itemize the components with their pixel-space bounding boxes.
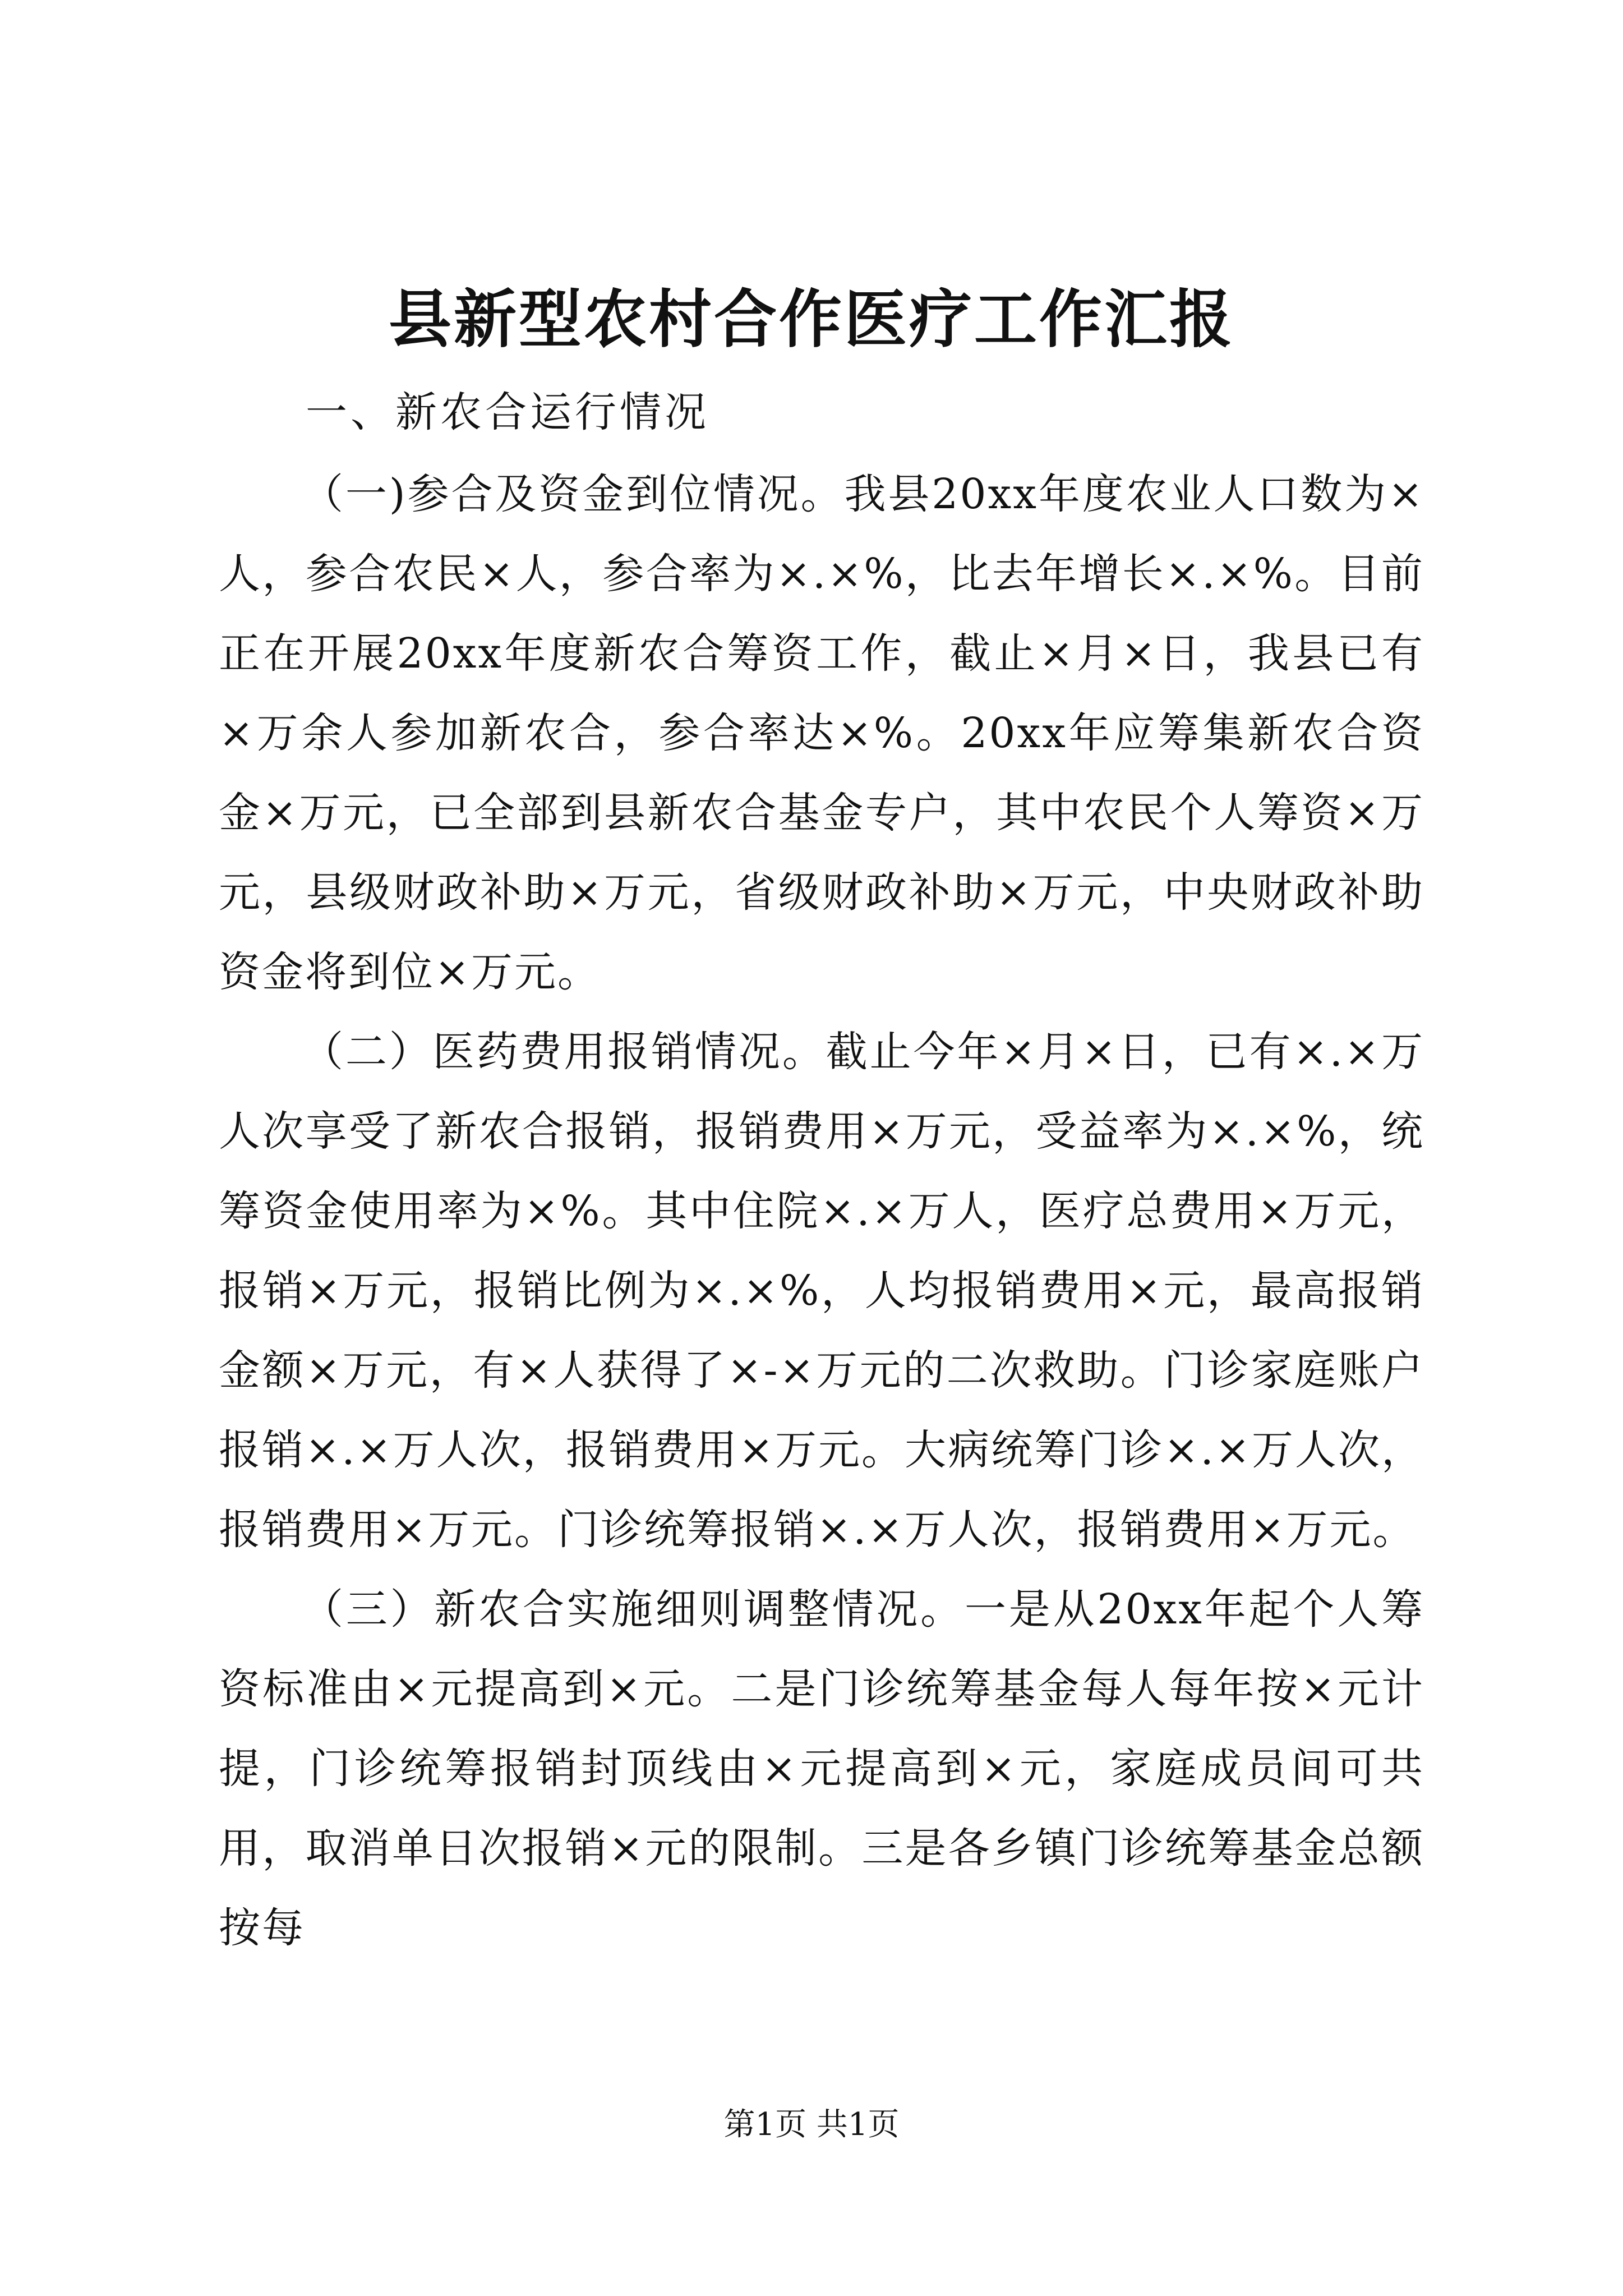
page-footer: 第1页 共1页	[723, 2106, 900, 2143]
document-body	[219, 454, 1424, 1968]
document-title: 县新型农村合作医疗工作汇报	[389, 283, 1234, 356]
paragraph-3: （三）新农合实施细则调整情况。一是从20xx年起个人筹资标准由×元提高到×元。二是门诊统筹基金每人每年按×元计提，门诊统筹报销封顶线由×元提高到×元，家庭成员间可共用，取消单日次报销×元的限制。三是各乡镇门诊统筹基金总额按每	[219, 1585, 1424, 1952]
paragraph-2: （二）医药费用报销情况。截止今年×月×日，已有×.×万人次享受了新农合报销，报销费用×万元，受益率为×.×%，统筹资金使用率为×%。其中住院×.×万人，医疗总费用×万元，报销×万元，报销比例为×.×%，人均报销费用×元，最高报销金额×万元，有×人获得了×-×万元的二次救助。门诊家庭账户报销×.×万人次，报销费用×万元。大病统筹门诊×.×万人次，报销费用×万元。门诊统筹报销×.×万人次，报销费用×万元。	[219, 1028, 1424, 1554]
section-heading: 一、新农合运行情况	[306, 388, 709, 436]
paragraph-1: （一)参合及资金到位情况。我县20xx年度农业人口数为×人，参合农民×人，参合率为×.×%，比去年增长×.×%。目前正在开展20xx年度新农合筹资工作，截止×月×日，我县已有×万余人参加新农合，参合率达×%。20xx年应筹集新农合资金×万元，已全部到县新农合基金专户，其中农民个人筹资×万元，县级财政补助×万元，省级财政补助×万元，中央财政补助资金将到位×万元。	[219, 470, 1424, 996]
